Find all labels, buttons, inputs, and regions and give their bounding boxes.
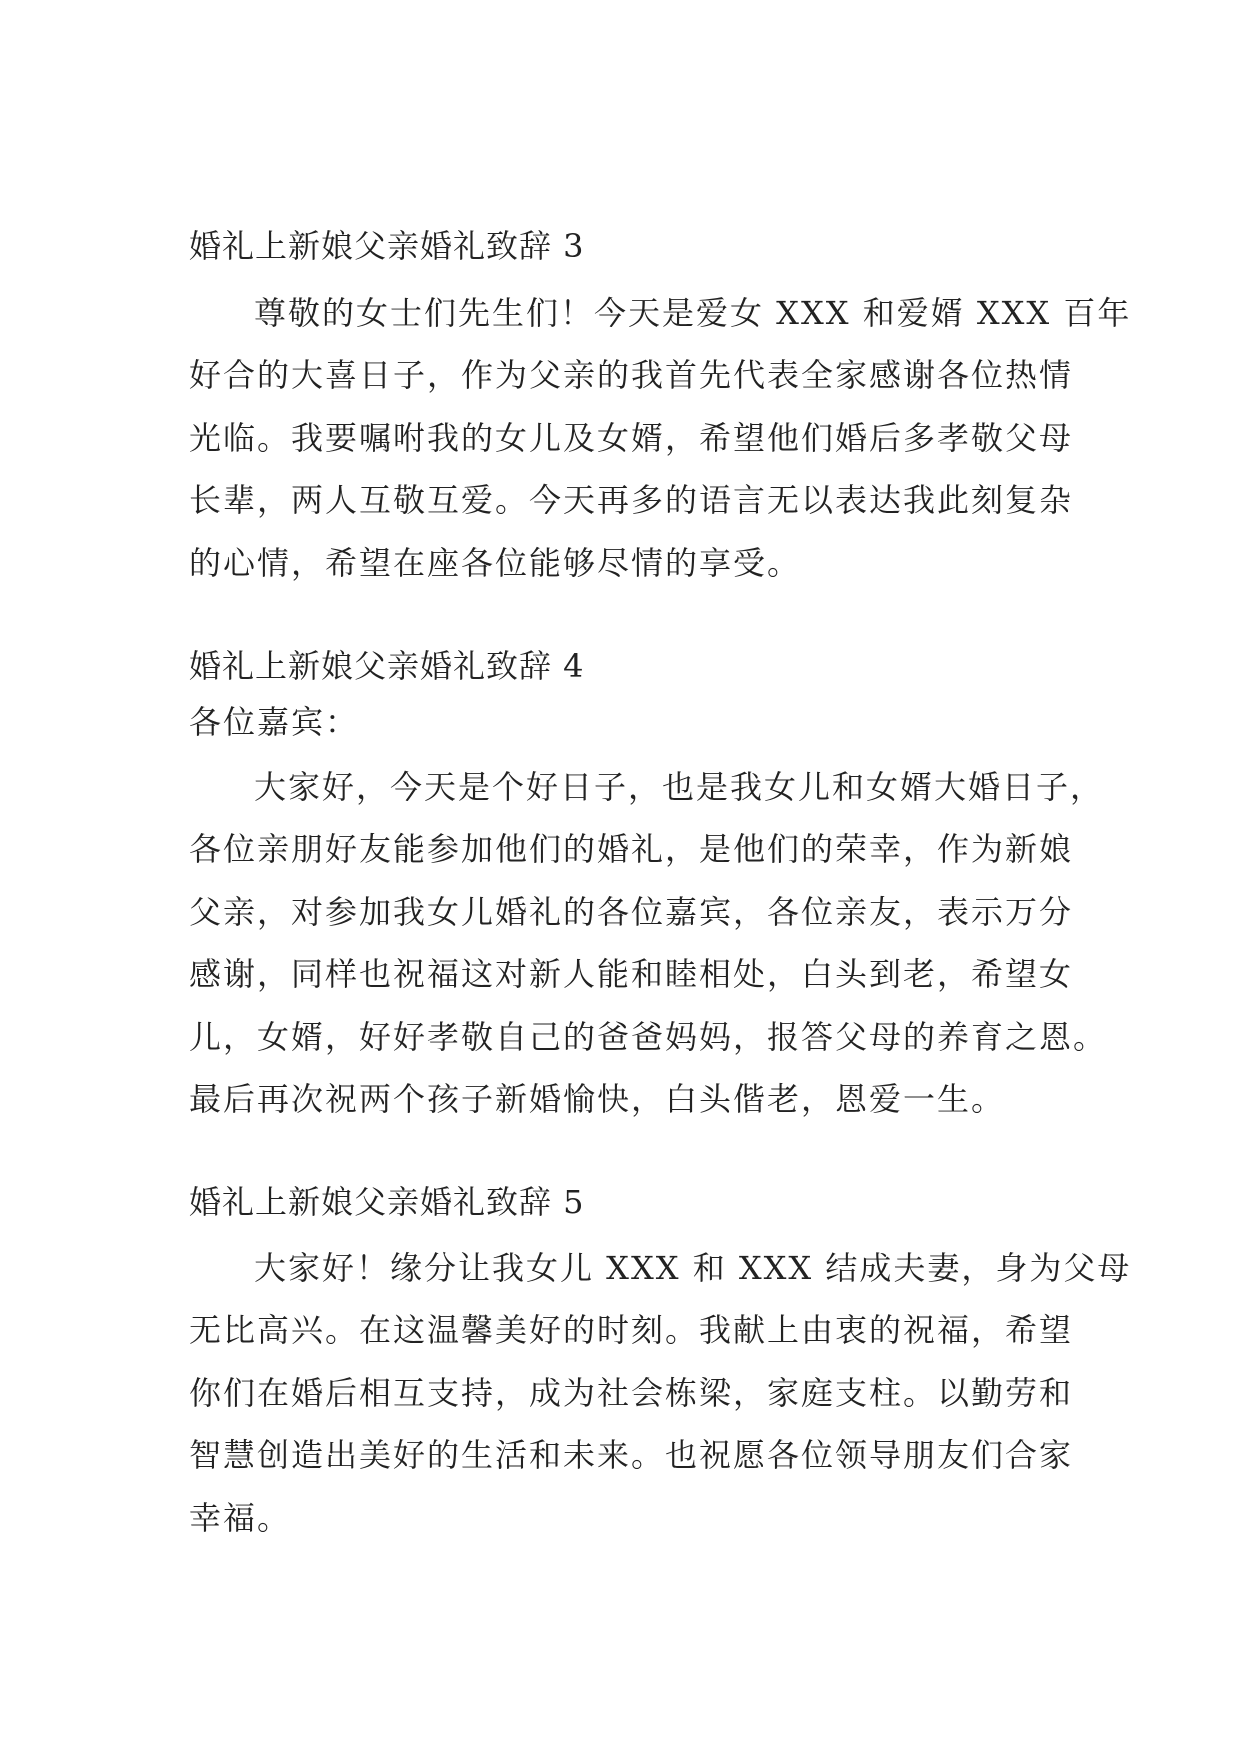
paragraph-line: 感谢，同样也祝福这对新人能和睦相处，白头到老，希望女 xyxy=(189,955,1074,993)
paragraph-line: 长辈，两人互敬互爱。今天再多的语言无以表达我此刻复杂 xyxy=(189,481,1074,519)
section-heading: 婚礼上新娘父亲婚礼致辞 3 xyxy=(189,227,585,265)
paragraph-line: 尊敬的女士们先生们！今天是爱女 XXX 和爱婿 XXX 百年 xyxy=(254,294,1132,332)
paragraph-line: 好合的大喜日子，作为父亲的我首先代表全家感谢各位热情 xyxy=(189,356,1074,394)
paragraph-line: 你们在婚后相互支持，成为社会栋梁，家庭支柱。以勤劳和 xyxy=(189,1374,1074,1412)
paragraph-line: 光临。我要嘱咐我的女儿及女婿，希望他们婚后多孝敬父母 xyxy=(189,419,1074,457)
paragraph-line: 儿，女婿，好好孝敬自己的爸爸妈妈，报答父母的养育之恩。 xyxy=(189,1018,1108,1056)
paragraph-line: 最后再次祝两个孩子新婚愉快，白头偕老，恩爱一生。 xyxy=(189,1080,1006,1118)
paragraph-line: 幸福。 xyxy=(189,1499,292,1537)
section-heading: 婚礼上新娘父亲婚礼致辞 4 xyxy=(189,647,585,685)
paragraph-line: 无比高兴。在这温馨美好的时刻。我献上由衷的祝福，希望 xyxy=(189,1311,1074,1349)
paragraph-line: 的心情，希望在座各位能够尽情的享受。 xyxy=(189,544,802,582)
paragraph-line: 父亲，对参加我女儿婚礼的各位嘉宾，各位亲友，表示万分 xyxy=(189,893,1074,931)
paragraph-line: 大家好！缘分让我女儿 XXX 和 XXX 结成夫妻，身为父母 xyxy=(254,1249,1132,1287)
salutation: 各位嘉宾： xyxy=(189,703,360,741)
paragraph-line: 智慧创造出美好的生活和未来。也祝愿各位领导朋友们合家 xyxy=(189,1436,1074,1474)
paragraph-line: 各位亲朋好友能参加他们的婚礼，是他们的荣幸，作为新娘 xyxy=(189,830,1074,868)
paragraph-line: 大家好，今天是个好日子，也是我女儿和女婿大婚日子， xyxy=(254,768,1105,806)
section-heading: 婚礼上新娘父亲婚礼致辞 5 xyxy=(189,1183,585,1221)
